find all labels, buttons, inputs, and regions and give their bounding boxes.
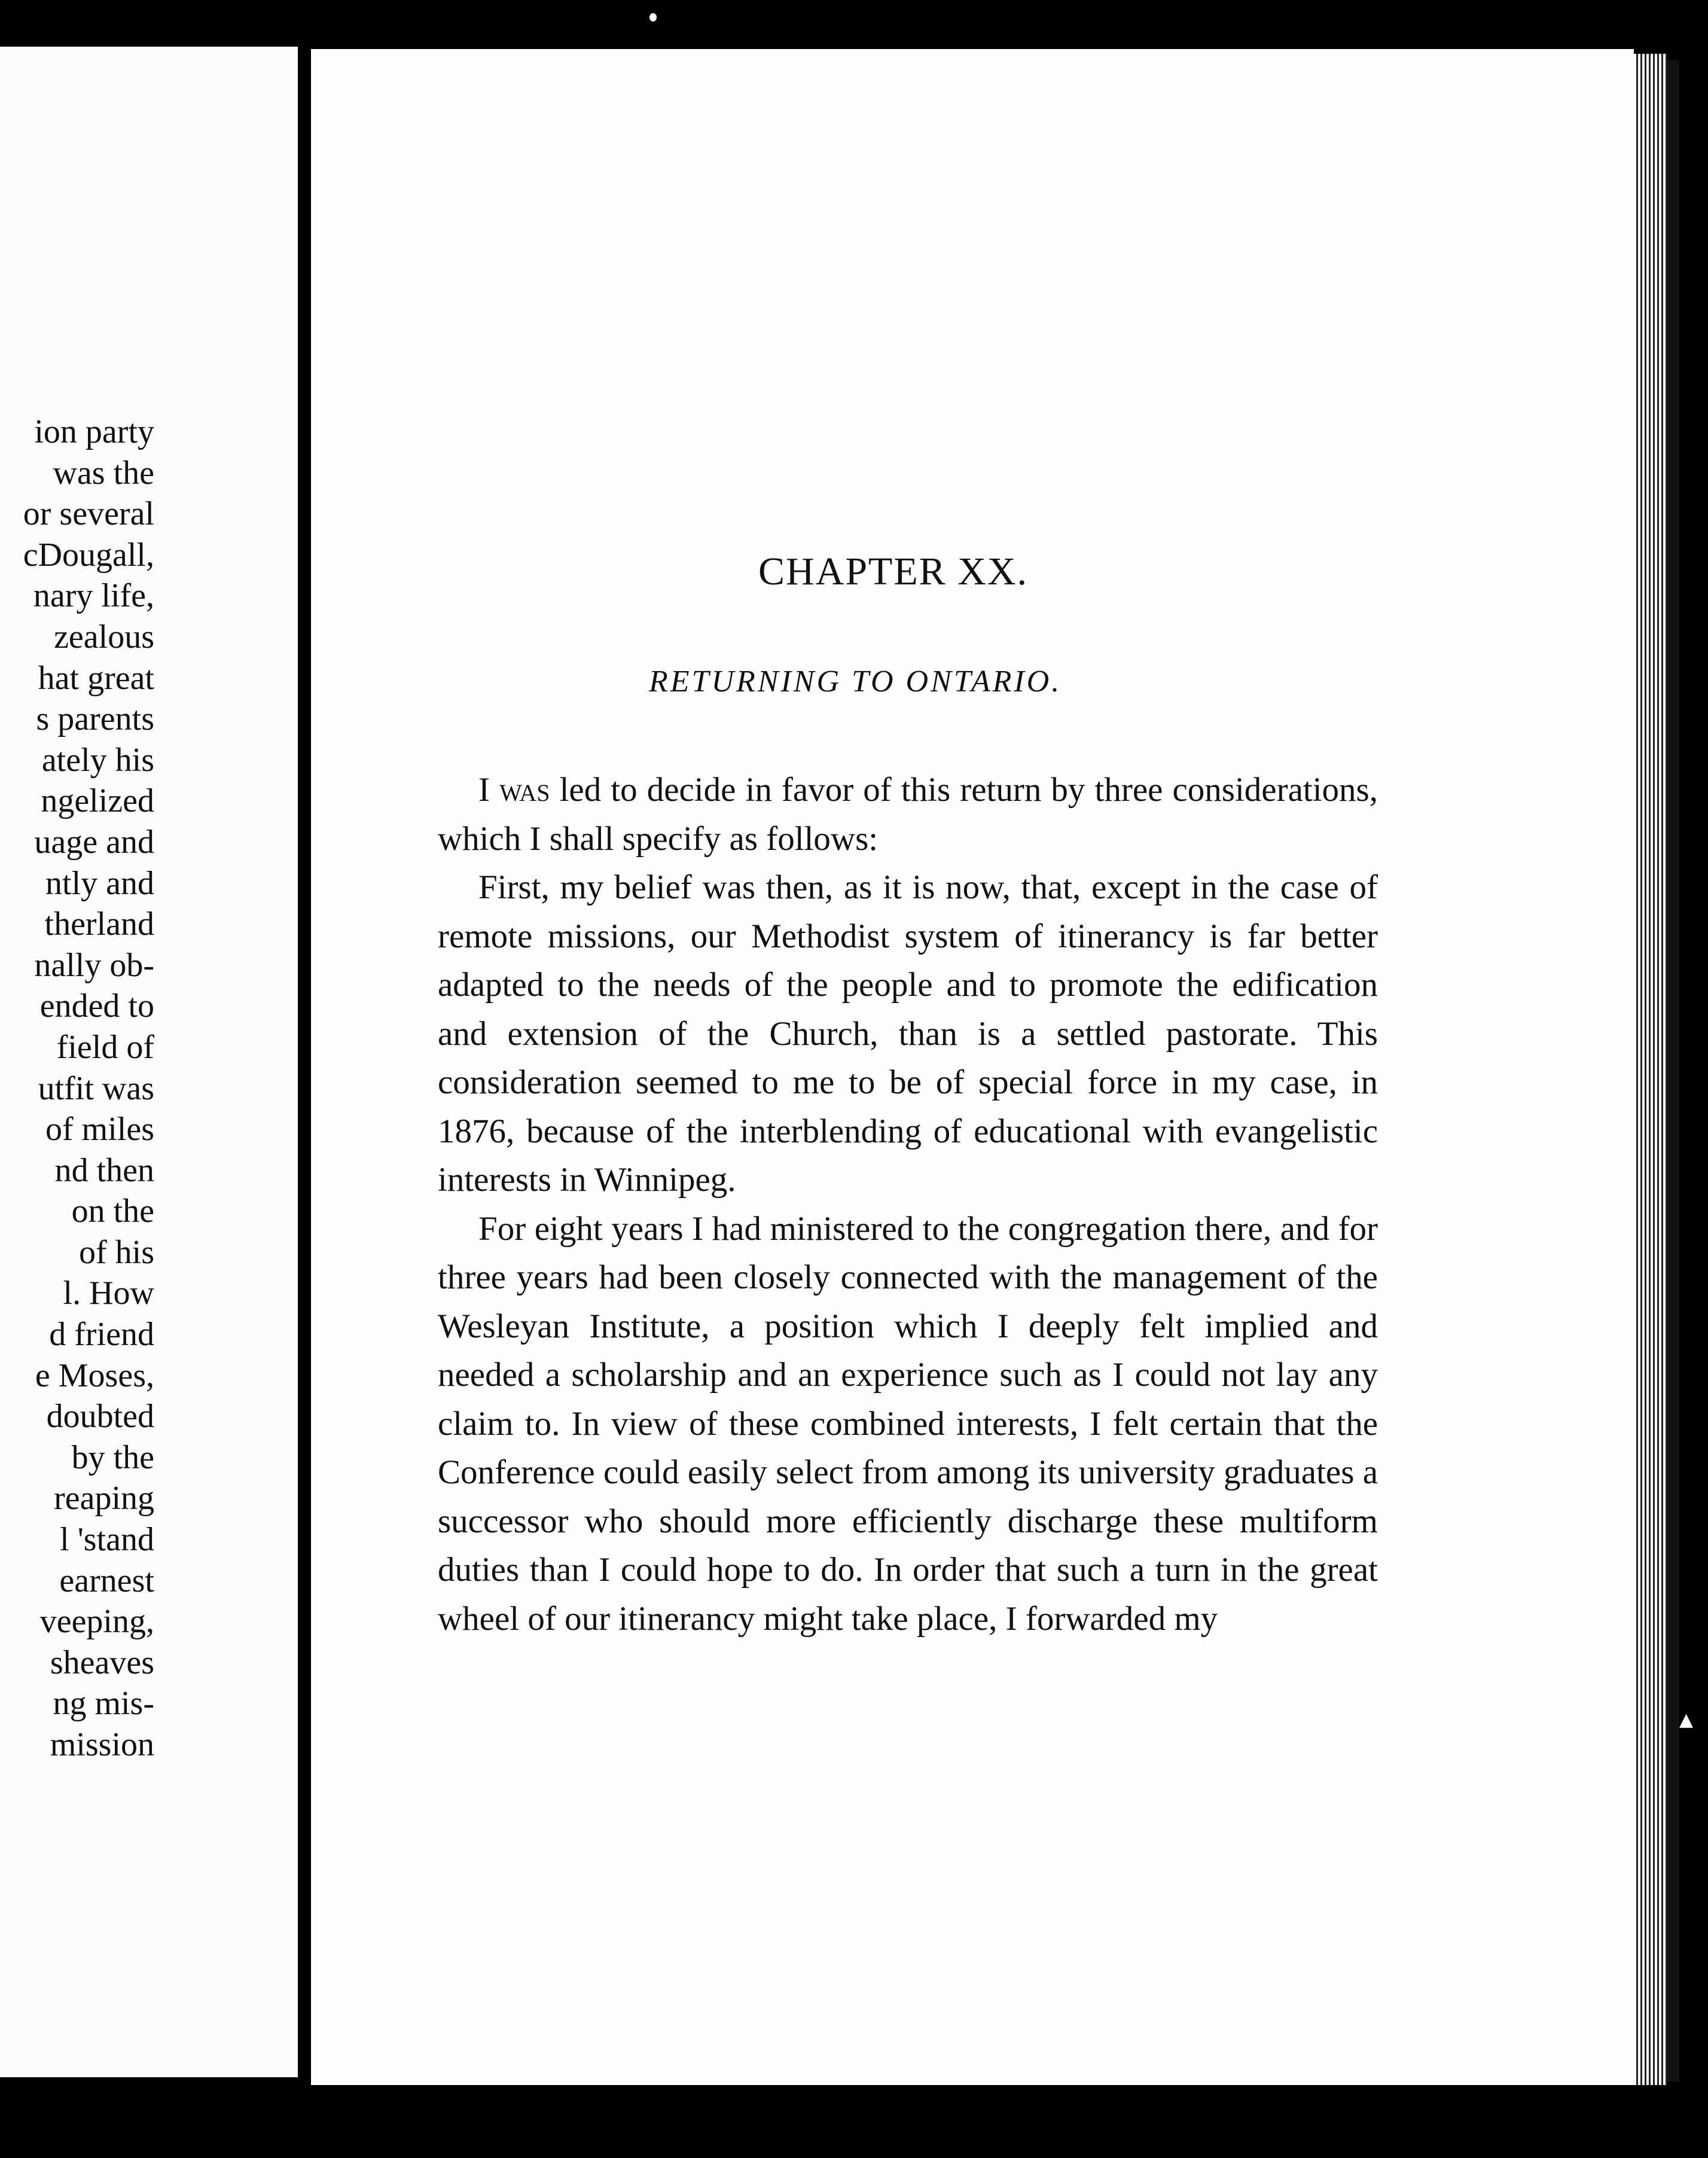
left-page-line: earnest xyxy=(59,1562,154,1599)
left-page-line: by the xyxy=(71,1438,154,1476)
left-page-line: of his xyxy=(79,1233,154,1271)
left-page-line: d friend xyxy=(49,1316,154,1354)
left-page-line: doubted xyxy=(46,1398,154,1435)
left-page-line: or several xyxy=(23,495,154,533)
left-page-line: ntly and xyxy=(45,864,154,902)
left-page-line: l 'stand xyxy=(60,1521,154,1559)
paragraph-1-text: led to decide in favor of this return by three considerations, which I shall specify as follows: xyxy=(438,771,1378,858)
left-page-line: zealous xyxy=(54,618,154,656)
left-page-line: of miles xyxy=(45,1111,154,1148)
left-page-line: ngelized xyxy=(41,782,154,820)
left-page-line: field of xyxy=(56,1028,154,1066)
book-gutter xyxy=(298,47,309,2077)
left-page-line: ended to xyxy=(39,987,154,1025)
paragraph-3: For eight years I had ministered to the congregation there, and for three years had been closely connected with the management of the Wesleyan Institute, a position which I deeply felt implied and needed a scholarship and an experience such as I could not lay any claim to. In view of these combined interests, I felt certain that the Conference could easily select from among its university graduates a successor who should more efficiently discharge these multiform duties than I could hope to do. In order that such a turn in the great wheel of our itinerancy might take place, I forwarded my xyxy=(438,1209,1378,1638)
bottom-shadow xyxy=(305,2085,1680,2093)
scan-marker-icon: ▲ xyxy=(1679,1709,1694,1730)
left-page-line: uage and xyxy=(34,823,154,861)
left-page-line: reaping xyxy=(54,1480,154,1517)
left-page-line: hat great xyxy=(38,659,154,697)
left-page-line: nd then xyxy=(54,1151,154,1189)
left-page-line: e Moses, xyxy=(35,1357,154,1394)
paragraph-1 xyxy=(438,766,1378,863)
left-page-line: ng mis- xyxy=(53,1685,154,1723)
left-page-line: s parents xyxy=(36,700,154,738)
chapter-subtitle: RETURNING TO ONTARIO. xyxy=(649,665,1062,699)
left-page-line: ately his xyxy=(41,741,154,779)
scan-speck xyxy=(649,13,657,22)
smallcaps-word: was xyxy=(499,771,550,809)
left-page-line: cDougall, xyxy=(23,536,154,574)
left-page-line: utfit was xyxy=(38,1069,154,1107)
left-page-line: nally ob- xyxy=(34,946,154,984)
left-page-line: mission xyxy=(50,1726,154,1763)
left-page-line: therland xyxy=(44,906,154,943)
dropword: I xyxy=(478,771,500,809)
left-page-line: veeping, xyxy=(39,1603,154,1641)
paragraph-2: First, my belief was then, as it is now, that, except in the case of remote missions, our Methodist system of itinerancy is far better adapted to the needs of the people and to promote the edification and extension of the Church, than is a settled pastorate. This consideration seemed to me to be of special force in my case, in 1876, because of the interblending of educational with evangelistic interests in Winnipeg. xyxy=(438,868,1378,1199)
left-page-line: sheaves xyxy=(50,1644,154,1681)
page-stack-edge xyxy=(1634,54,1667,2085)
left-page-line: ion party xyxy=(34,413,154,450)
chapter-title: CHAPTER XX. xyxy=(758,550,1029,593)
chapter-body xyxy=(438,766,1378,1643)
left-page-text xyxy=(0,412,154,1766)
cover-edge xyxy=(1667,60,1679,2081)
left-page-line: l. How xyxy=(63,1275,154,1312)
left-page-line: was the xyxy=(53,454,154,492)
left-page-line: nary life, xyxy=(33,577,154,615)
left-page-line: on the xyxy=(71,1193,154,1230)
